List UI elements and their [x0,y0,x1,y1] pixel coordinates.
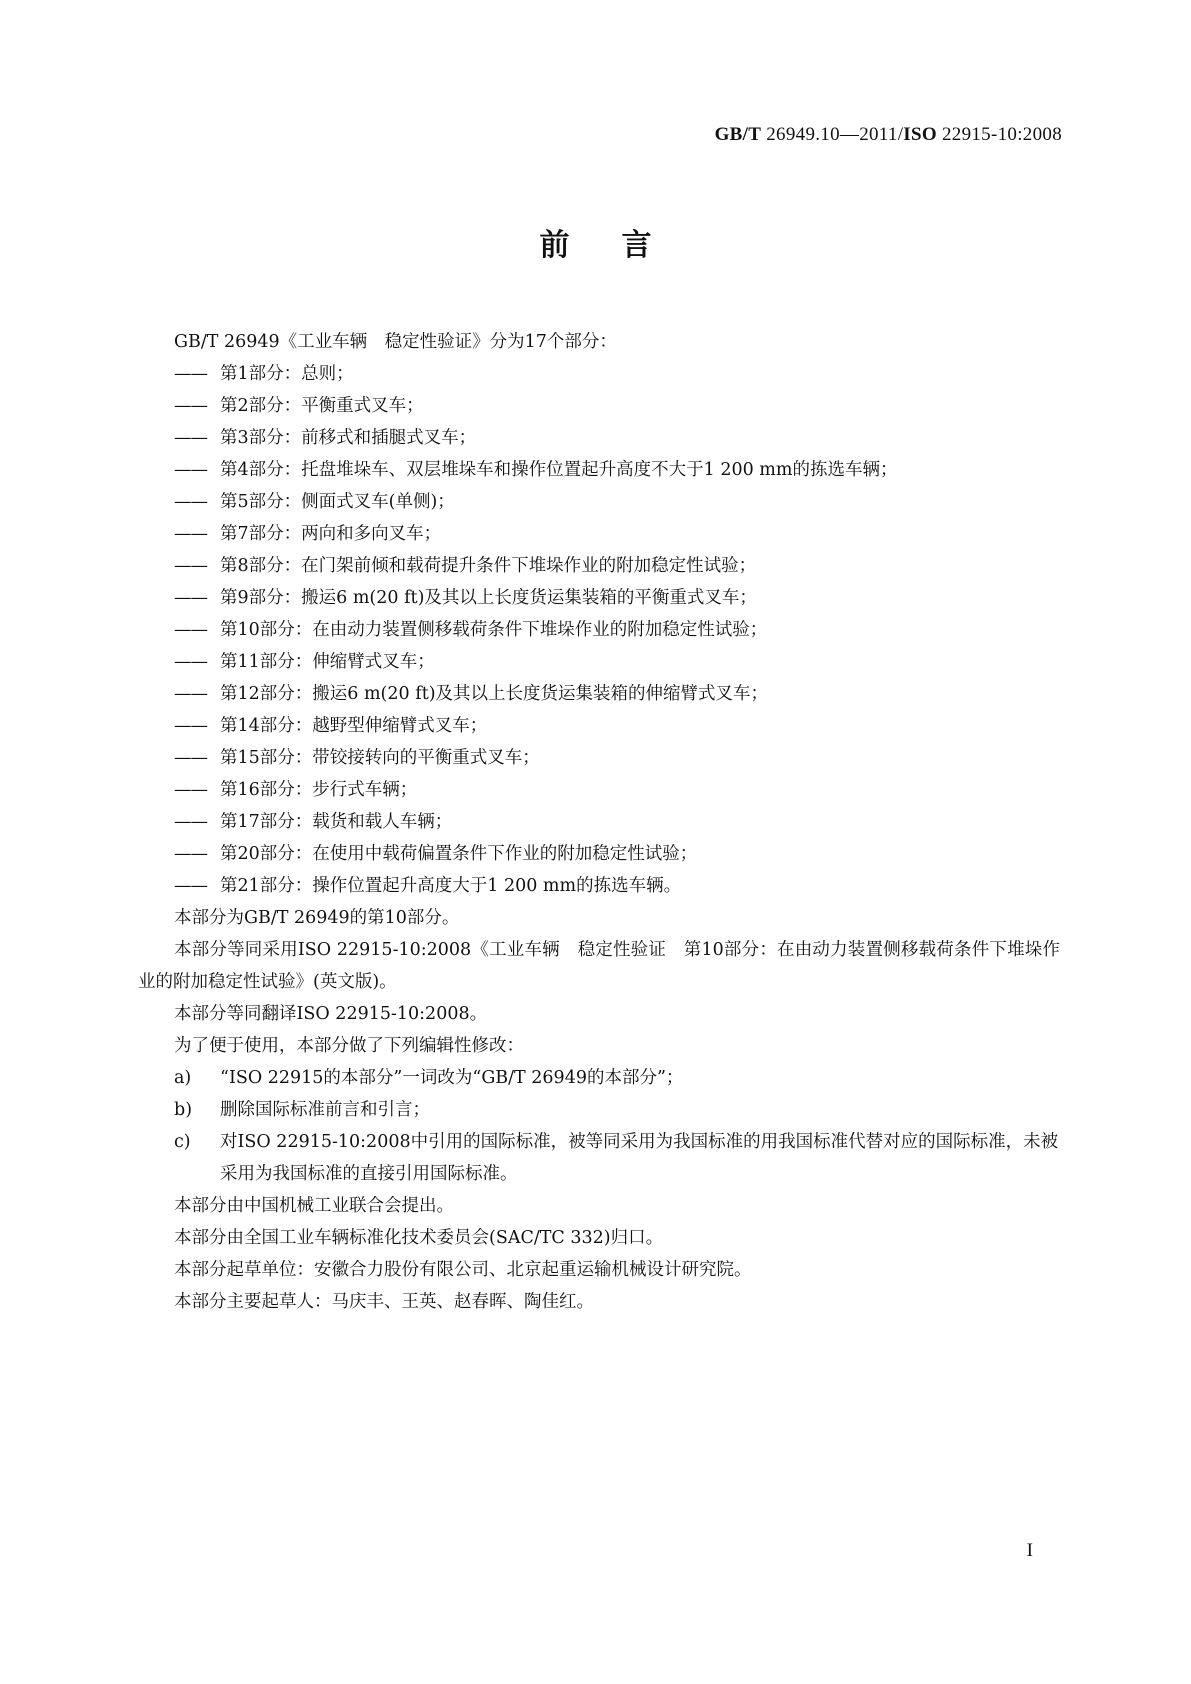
dash-mark: —— [174,748,207,768]
dash-mark: —— [174,396,207,416]
dash-mark: —— [174,620,207,640]
part-text: 第21部分：操作位置起升高度大于1 200 mm的拣选车辆。 [220,876,682,896]
part-text: 第2部分：平衡重式叉车； [220,396,424,416]
part-text: 第17部分：载货和载人车辆； [220,812,453,832]
part-list-item [138,614,1060,646]
edit-list-item [138,1126,1060,1190]
part-list-item [138,390,1060,422]
edit-label: c) [174,1132,191,1152]
standard-header [715,124,1062,146]
part-text: 第11部分：伸缩臂式叉车； [220,652,435,672]
page-number: I [1026,1540,1033,1561]
dash-mark: —— [174,588,207,608]
part-text: 第7部分：两向和多向叉车； [220,524,442,544]
edit-list-item [138,1062,1060,1094]
drafting-units-paragraph: 本部分起草单位：安徽合力股份有限公司、北京起重运输机械设计研究院。 [174,1260,752,1280]
dash-mark: —— [174,652,207,672]
part-text: 第16部分：步行式车辆； [220,780,418,800]
dash-mark: —— [174,428,207,448]
dash-mark: —— [174,556,207,576]
header-iso-number: 22915-10:2008 [941,124,1062,145]
centralized-by-paragraph: 本部分由全国工业车辆标准化技术委员会(SAC/TC 332)归口。 [174,1228,664,1248]
part-list-item [138,454,1060,486]
drafters-paragraph: 本部分主要起草人：马庆丰、王英、赵春晖、陶佳红。 [174,1292,594,1312]
part-list-item [138,806,1060,838]
adoption-paragraph: 本部分等同采用ISO 22915-10:2008《工业车辆 稳定性验证 第10部分：在由动力装置侧移载荷条件下堆垛作业的附加稳定性试验》(英文版)。 [138,940,1060,992]
foreword-body [138,326,1060,1318]
header-iso-prefix: ISO [903,124,937,145]
part-text: 第5部分：侧面式叉车(单侧)； [220,492,455,512]
part-list-item [138,710,1060,742]
part-list-item [138,838,1060,870]
part-text: 第20部分：在使用中载荷偏置条件下作业的附加稳定性试验； [220,844,698,864]
part-text: 第4部分：托盘堆垛车、双层堆垛车和操作位置起升高度不大于1 200 mm的拣选车辆； [220,460,898,480]
edit-text: “ISO 22915的本部分”一词改为“GB/T 26949的本部分”； [220,1068,684,1088]
header-gb-number: 26949.10—2011/ [766,124,904,145]
part-text: 第14部分：越野型伸缩臂式叉车； [220,716,488,736]
part-list-item [138,646,1060,678]
dash-mark: —— [174,844,207,864]
edit-label: a) [174,1068,192,1088]
part-list-item [138,518,1060,550]
part-of-paragraph: 本部分为GB/T 26949的第10部分。 [174,908,460,928]
part-list-item [138,582,1060,614]
part-text: 第9部分：搬运6 m(20 ft)及其以上长度货运集装箱的平衡重式叉车； [220,588,757,608]
edits-intro-paragraph: 为了便于使用，本部分做了下列编辑性修改： [174,1036,524,1056]
part-text: 第15部分：带铰接转向的平衡重式叉车； [220,748,540,768]
part-list-item [138,486,1060,518]
part-text: 第8部分：在门架前倾和载荷提升条件下堆垛作业的附加稳定性试验； [220,556,757,576]
dash-mark: —— [174,876,207,896]
part-text: 第10部分：在由动力装置侧移载荷条件下堆垛作业的附加稳定性试验； [220,620,768,640]
intro-paragraph: GB/T 26949《工业车辆 稳定性验证》分为17个部分： [174,332,617,352]
part-list-item [138,774,1060,806]
dash-mark: —— [174,812,207,832]
part-list-item [138,550,1060,582]
dash-mark: —— [174,524,207,544]
part-list-item [138,742,1060,774]
dash-mark: —— [174,780,207,800]
dash-mark: —— [174,364,207,384]
translation-paragraph: 本部分等同翻译ISO 22915-10:2008。 [174,1004,488,1024]
part-text: 第3部分：前移式和插腿式叉车； [220,428,477,448]
edit-text: 对ISO 22915-10:2008中引用的国际标准，被等同采用为我国标准的用我国标准代替对应的国际标准，未被采用为我国标准的直接引用国际标准。 [220,1132,1059,1184]
dash-mark: —— [174,716,207,736]
header-gb-prefix: GB/T [714,124,762,145]
part-list-item [138,422,1060,454]
part-list-item [138,358,1060,390]
edit-text: 删除国际标准前言和引言； [220,1100,430,1120]
dash-mark: —— [174,460,207,480]
proposed-by-paragraph: 本部分由中国机械工业联合会提出。 [174,1196,454,1216]
part-text: 第1部分：总则； [220,364,354,384]
page-title: 前言 [539,228,704,263]
part-list-item [138,870,1060,902]
edit-label: b) [174,1100,193,1120]
part-list-item [138,678,1060,710]
dash-mark: —— [174,684,207,704]
part-text: 第12部分：搬运6 m(20 ft)及其以上长度货运集装箱的伸缩臂式叉车； [220,684,769,704]
edit-list-item [138,1094,1060,1126]
dash-mark: —— [174,492,207,512]
